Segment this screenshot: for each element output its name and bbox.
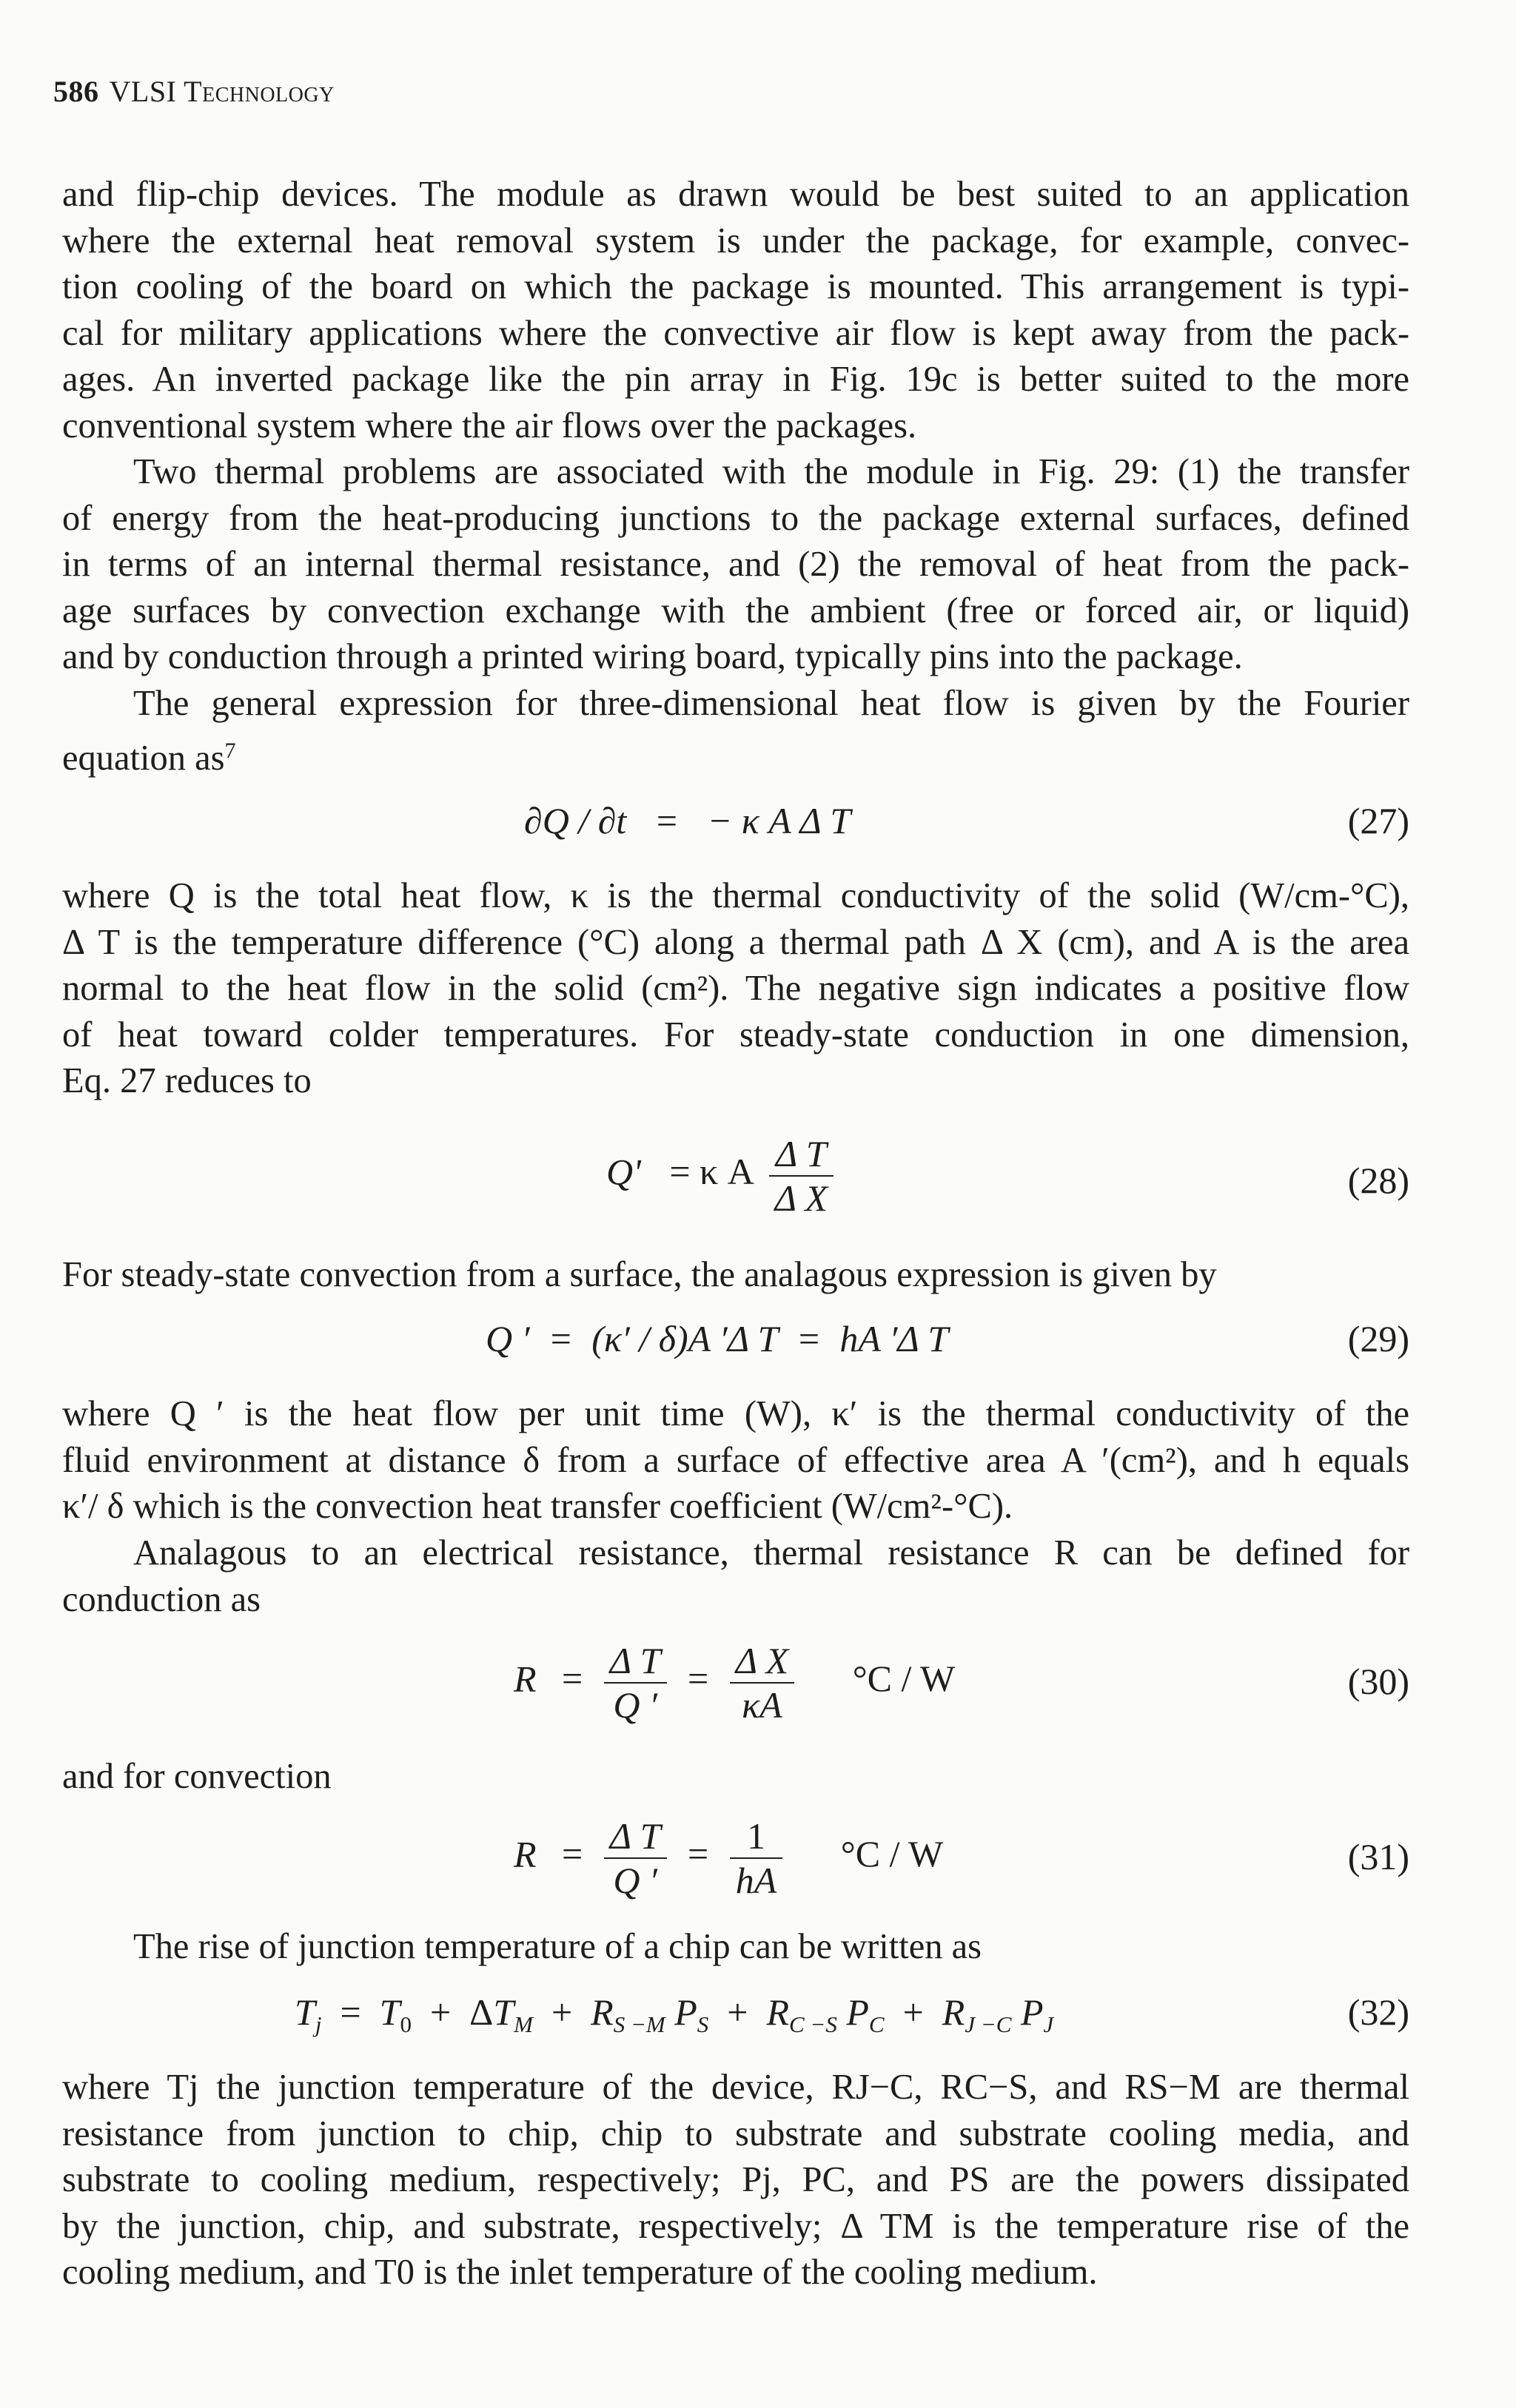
text-line: substrate to cooling medium, respectively; Pj, PC, and PS are the powers dissipated (62, 2160, 1409, 2199)
paragraph-2 (62, 449, 1409, 681)
fraction: $\frac{\text{Δ X}}{\kappa A}$ (730, 1639, 794, 1726)
running-title: VLSI Technology (109, 75, 335, 108)
text-line: For steady-state convection from a surface, the analagous expression is given by (62, 1255, 1217, 1294)
text-line: and by conduction through a printed wiring board, typically pins into the package. (62, 637, 1243, 676)
text-line: Analagous to an electrical resistance, thermal resistance R can be defined for (133, 1533, 1409, 1573)
text-line: where Q ′ is the heat flow per unit time (W), κ′ is the thermal conductivity of the (62, 1394, 1409, 1433)
running-head (53, 74, 335, 109)
equation-32 (62, 1991, 1409, 2042)
equation-number: (31) (1347, 1836, 1409, 1877)
text-line: where Tj the junction temperature of the device, RJ−C, RC−S, and RS−M are thermal (62, 2068, 1409, 2107)
paragraph-10 (62, 2065, 1409, 2296)
text-line: by the junction, chip, and substrate, respectively; Δ TM is the temperature rise of the (62, 2206, 1409, 2246)
text-line: normal to the heat flow in the solid (cm²). The negative sign indicates a positive flow (62, 969, 1409, 1008)
text-line: The rise of junction temperature of a chip can be written as (133, 1927, 982, 1966)
text-line: cooling medium, and T0 is the inlet temperature of the cooling medium. (62, 2253, 1098, 2292)
equation-body: ∂Q / ∂t = − κ A Δ T (524, 800, 851, 841)
fraction: $\frac{\text{Δ T}}{Q '}$ (604, 1639, 667, 1726)
text-line: age surfaces by convection exchange with the ambient (free or forced air, or liquid) (62, 591, 1409, 630)
paragraph-6 (62, 1391, 1409, 1530)
fraction: $\frac{\text{Δ T}}{\text{Δ X}}$ (769, 1132, 834, 1220)
text-line: Two thermal problems are associated with the module in Fig. 29: (1) the transfer (133, 452, 1409, 491)
text-line: of energy from the heat-producing junctions to the package external surfaces, defined (62, 498, 1409, 538)
equation-body: $T_j = T_0 + \Delta T_M + R_{S -M}$ $P_S + R_{C -S}$ $P_C + R_{J -C}$ $P_J$ (295, 1991, 1054, 2037)
equation-body: R = $\frac{\text{Δ T}}{Q '}$ = $\frac{\text{Δ X}}{\kappa A}$ °C / W (514, 1640, 956, 1726)
text-line: conduction as (62, 1579, 261, 1619)
equation-30 (62, 1639, 1409, 1735)
paragraph-9 (62, 1924, 1409, 1971)
text-line: and flip-chip devices. The module as drawn would be best suited to an application (62, 175, 1409, 214)
fraction: $\frac{\text{Δ T}}{Q '}$ (604, 1815, 667, 1902)
equation-27 (62, 799, 1409, 851)
equation-31 (62, 1815, 1409, 1911)
text-line: Eq. 27 reduces to (62, 1061, 312, 1100)
paragraph-8 (62, 1754, 1409, 1800)
paragraph-7 (62, 1530, 1409, 1623)
equation-body: Q' = κ A $\frac{\text{Δ T}}{\text{Δ X}}$ (606, 1132, 841, 1220)
equation-number: (30) (1347, 1661, 1409, 1702)
text-line: conventional system where the air flows over the packages. (62, 406, 917, 445)
text-line: Δ T is the temperature difference (°C) along a thermal path Δ X (cm), and A is the area (62, 922, 1409, 962)
paragraph-4 (62, 873, 1409, 1105)
equation-28 (62, 1132, 1409, 1228)
paragraph-1 (62, 172, 1409, 449)
text-line: tion cooling of the board on which the package is mounted. This arrangement is typi- (62, 267, 1409, 306)
text-line: where Q is the total heat flow, κ is the thermal conductivity of the solid (W/cm-°C), (62, 876, 1409, 915)
text-line: cal for military applications where the convective air flow is kept away from the pack- (62, 313, 1409, 353)
paragraph-5 (62, 1252, 1409, 1299)
text-line: in terms of an internal thermal resistance, and (2) the removal of heat from the pack- (62, 545, 1409, 584)
fraction: $\frac{1}{hA}$ (730, 1815, 783, 1902)
text-line: fluid environment at distance δ from a surface of effective area A ′(cm²), and h equals (62, 1440, 1409, 1480)
equation-body: Q ′ = (κ′ / δ)A ′Δ T = hA ′Δ T (486, 1318, 949, 1359)
text-line: ages. An inverted package like the pin array in Fig. 19c is better suited to the more (62, 360, 1409, 399)
text-line: and for convection (62, 1757, 332, 1796)
equation-number: (32) (1347, 1991, 1409, 2033)
text-line: The general expression for three-dimensional heat flow is given by the Fourier (133, 684, 1409, 723)
text-line: equation $as^7$ (62, 737, 236, 778)
equation-number: (28) (1347, 1160, 1409, 1201)
text-line: resistance from junction to chip, chip to substrate and substrate cooling media, and (62, 2113, 1409, 2153)
equation-number: (27) (1347, 800, 1409, 841)
equation-number: (29) (1347, 1318, 1409, 1359)
text-line: of heat toward colder temperatures. For steady-state conduction in one dimension, (62, 1015, 1409, 1055)
text-line: where the external heat removal system is under the package, for example, convec- (62, 221, 1409, 260)
footnote-ref: 7 (224, 737, 236, 763)
page-number: 586 (53, 75, 99, 108)
equation-body: R = $\frac{\text{Δ T}}{Q '}$ = $\frac{1}{hA}$ °C / W (514, 1815, 944, 1901)
equation-29 (62, 1317, 1409, 1369)
paragraph-3 (62, 681, 1409, 781)
text-line: κ′/ δ which is the convection heat transfer coefficient (W/cm²-°C). (62, 1487, 1013, 1526)
